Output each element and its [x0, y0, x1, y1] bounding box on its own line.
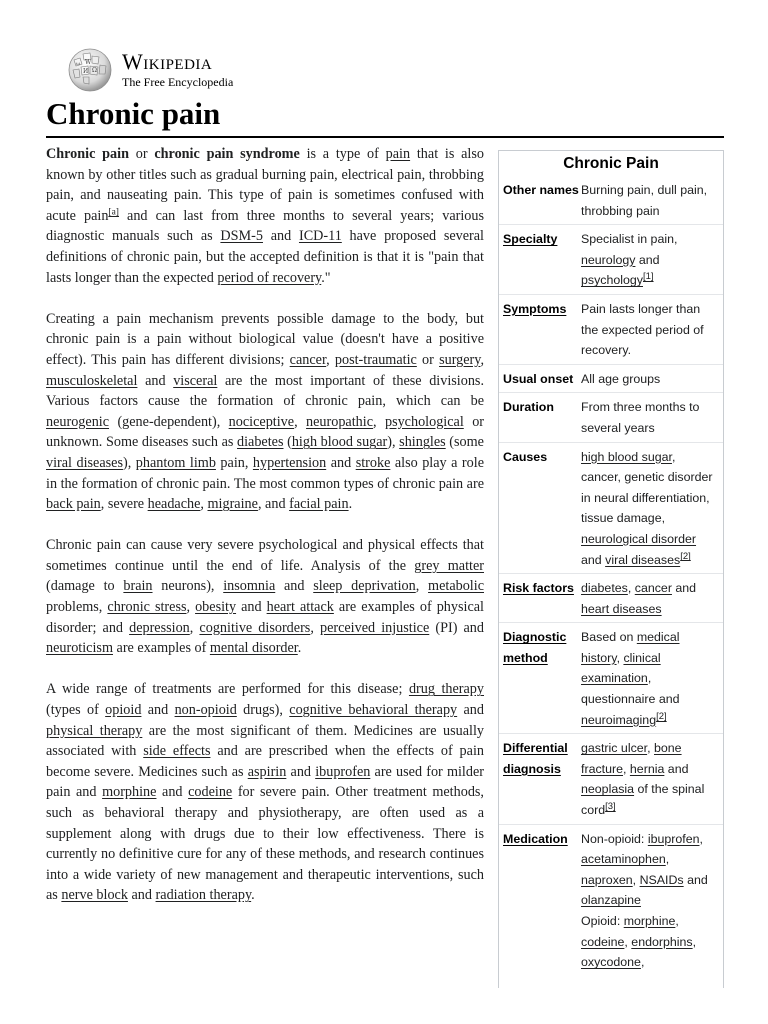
article-paragraph-2: Creating a pain mechanism prevents possible damage to the body, but chronic pain is a pain without biological value (doesn't have a positive effect). This pain has different divisions; cancer, post-traumatic or surgery, musculoskeletal and visceral are the most important of these divisions. Various factors cause the formation of chronic pain, which can be neurogenic (gene-dependent), nociceptive, neuropathic, psychological or unknown. Some diseases such as diabetes (high blood sugar), shingles (some viral diseases), phantom limb pain, hypertension and stroke also play a role in the formation of chronic pain. The most common types of chronic pain are back pain, severe headache, migraine, and facial pain. [46, 310, 485, 513]
infobox-value: From three months to several years [581, 400, 700, 435]
citation-link[interactable]: [2] [680, 550, 691, 562]
infobox-label [499, 229, 581, 291]
link-surgery[interactable]: surgery [439, 351, 481, 368]
link-grey-matter[interactable]: grey matter [414, 557, 484, 574]
infobox-rows [499, 176, 723, 976]
link-neuropathic[interactable]: neuropathic [306, 413, 373, 430]
svg-text:W: W [85, 59, 92, 66]
infobox-label: Causes [503, 449, 548, 464]
link-cancer[interactable]: cancer [634, 581, 672, 596]
link-diagnostic-method[interactable]: Diagnostic method [503, 630, 567, 665]
infobox-row [499, 824, 723, 976]
infobox-row [499, 364, 723, 393]
link-symptoms[interactable]: Symptoms [503, 301, 567, 316]
link-oxycodone[interactable]: oxycodone [581, 955, 641, 970]
link-radiation-therapy[interactable]: radiation therapy [155, 887, 252, 904]
infobox [498, 150, 724, 988]
infobox-value: Pain lasts longer than the expected period of recovery. [581, 301, 704, 358]
link-side-effects[interactable]: side effects [143, 743, 211, 760]
article-body [46, 144, 484, 927]
infobox-row [499, 442, 723, 574]
link-olanzapine[interactable]: olanzapine [581, 893, 641, 908]
infobox-value: diabetes, cancer and heart diseases [581, 581, 697, 616]
link-ibuprofen[interactable]: ibuprofen [647, 831, 700, 846]
citation-link[interactable]: [2] [656, 710, 667, 722]
link-shingles[interactable]: shingles [399, 434, 446, 451]
link-headache[interactable]: headache [147, 496, 201, 513]
link-medication[interactable]: Medication [503, 831, 568, 846]
link-aspirin[interactable]: aspirin [247, 763, 287, 780]
link-neuroimaging[interactable]: neuroimaging [581, 712, 657, 727]
link-physical-therapy[interactable]: physical therapy [46, 722, 143, 739]
link-heart-diseases[interactable]: heart diseases [581, 601, 662, 616]
link-migraine[interactable]: migraine [207, 496, 258, 513]
infobox-value: gastric ulcer, bone fracture, hernia and neoplasia of the spinal cord[3] [581, 741, 705, 818]
wikipedia-wordmark[interactable] [122, 50, 233, 89]
infobox-label [499, 578, 581, 619]
link-high-blood-sugar[interactable]: high blood sugar [581, 449, 672, 464]
wordmark-tagline: The Free Encyclopedia [122, 75, 234, 89]
infobox-title: Chronic Pain [563, 155, 659, 172]
link-facial-pain[interactable]: facial pain [289, 496, 349, 513]
svg-text:ω: ω [76, 61, 81, 67]
link-stroke[interactable]: stroke [355, 454, 391, 471]
infobox-row [499, 733, 723, 823]
bold-term: chronic pain syndrome [154, 146, 300, 162]
infobox-value: Non-opioid: ibuprofen, acetaminophen, naproxen, NSAIDs and olanzapine Opioid: morphine, codeine, endorphins, oxycodone, [581, 831, 708, 970]
link-diabetes[interactable]: diabetes [581, 581, 628, 596]
infobox-row [499, 224, 723, 294]
infobox-value: Specialist in pain, neurology and psychology[1] [581, 232, 678, 288]
link-nerve-block[interactable]: nerve block [61, 887, 128, 904]
infobox-value: Burning pain, dull pain, throbbing pain [581, 183, 708, 218]
link-cancer[interactable]: cancer [289, 351, 327, 368]
link-viral-diseases[interactable]: viral diseases [605, 552, 681, 567]
link-post-traumatic[interactable]: post-traumatic [334, 351, 417, 368]
link-sleep-deprivation[interactable]: sleep deprivation [313, 578, 416, 595]
citation-link[interactable]: [a] [108, 207, 119, 218]
link-neurogenic[interactable]: neurogenic [46, 413, 110, 430]
link-obesity[interactable]: obesity [195, 599, 237, 616]
link-hernia[interactable]: hernia [629, 761, 665, 776]
link-musculoskeletal[interactable]: musculoskeletal [46, 372, 138, 389]
infobox-value: high blood sugar, cancer, genetic disorder in neural differentiation, tissue damage, neurological disorder and viral diseases[2] [581, 449, 713, 567]
link-codeine[interactable]: codeine [581, 934, 625, 949]
infobox-value: All age groups [581, 371, 661, 386]
link-back-pain[interactable]: back pain [46, 496, 101, 513]
link-pain[interactable]: pain [385, 146, 411, 162]
link-medical-history[interactable]: medical history [581, 630, 680, 665]
link-differential-diagnosis[interactable]: Differential diagnosis [503, 741, 568, 776]
link-psychology[interactable]: psychology [581, 273, 643, 288]
link-non-opioid[interactable]: non-opioid [174, 702, 237, 719]
link-ibuprofen[interactable]: ibuprofen [315, 763, 371, 780]
wikipedia-globe-icon[interactable] [64, 46, 116, 94]
infobox-row [499, 176, 723, 224]
infobox-label: Other names [503, 183, 579, 197]
link-morphine[interactable]: morphine [102, 784, 157, 801]
link-high-blood-sugar[interactable]: high blood sugar [291, 434, 388, 451]
infobox-row [499, 573, 723, 622]
link-phantom-limb[interactable]: phantom limb [135, 454, 216, 471]
link-naproxen[interactable]: naproxen [581, 872, 633, 887]
link-bone-fracture[interactable]: bone fracture [581, 741, 682, 776]
link-opioid[interactable]: opioid [105, 702, 142, 719]
link-visceral[interactable]: visceral [173, 372, 218, 389]
infobox-label [499, 829, 581, 973]
infobox-label: Usual onset [503, 371, 574, 386]
svg-text:Ω: Ω [92, 67, 97, 74]
bold-term: Chronic pain [46, 146, 129, 162]
link-viral-diseases[interactable]: viral diseases [46, 454, 123, 471]
svg-text:И: И [83, 68, 89, 75]
article-paragraph-1: Chronic pain or chronic pain syndrome is a type of pain that is also known by other titles such as gradual burning pain, electrical pain, throbbing pain, and nauseating pain. This type of pain is sometimes confused with acute pain[a] and can last from three months to several years; various diagnostic manuals such as DSM-5 and ICD-11 have proposed several definitions of chronic pain, but the accepted definition is that it is "pain that lasts longer than the expected period of recovery." [46, 146, 485, 286]
link-risk-factors[interactable]: Risk factors [503, 581, 574, 596]
link-cognitive-disorders[interactable]: cognitive disorders [199, 619, 311, 636]
link-mental-disorder[interactable]: mental disorder [209, 640, 298, 657]
link-nociceptive[interactable]: nociceptive [228, 413, 295, 430]
wordmark-title: Wikipedia [122, 49, 213, 74]
link-metabolic[interactable]: metabolic [428, 578, 484, 595]
link-icd-11[interactable]: ICD-11 [298, 228, 342, 245]
infobox-value: Based on medical history, clinical examination, questionnaire and neuroimaging[2] [581, 630, 680, 727]
link-neoplasia[interactable]: neoplasia [581, 782, 635, 797]
link-drug-therapy[interactable]: drug therapy [408, 681, 484, 698]
link-endorphins[interactable]: endorphins [631, 934, 693, 949]
link-morphine[interactable]: morphine [623, 914, 676, 928]
infobox-label [499, 299, 581, 361]
link-period-of-recovery[interactable]: period of recovery [217, 269, 322, 286]
link-codeine[interactable]: codeine [188, 784, 233, 801]
title-divider [46, 136, 724, 138]
link-specialty[interactable]: Specialty [503, 232, 558, 247]
link-neuroticism[interactable]: neuroticism [46, 640, 113, 657]
link-acetaminophen[interactable]: acetaminophen [581, 852, 666, 867]
infobox-label [499, 627, 581, 730]
link-clinical-examination[interactable]: clinical examination [581, 650, 661, 686]
link-psychological[interactable]: psychological [384, 413, 464, 430]
link-perceived-injustice[interactable]: perceived injustice [319, 619, 430, 636]
citation-link[interactable]: [3] [605, 800, 616, 812]
link-diabetes[interactable]: diabetes [237, 434, 284, 451]
link-dsm-5[interactable]: DSM-5 [220, 228, 263, 245]
link-depression[interactable]: depression [129, 619, 190, 636]
article-paragraph-4: A wide range of treatments are performed for this disease; drug therapy (types of opioid and non-opioid drugs), cognitive behavioral therapy and physical therapy are the most significant of them. Medicines are usually associated with side effects and are prescribed when the effects of pain become severe. Medicines such as aspirin and ibuprofen are used for milder pain and morphine and codeine for severe pain. Other treatment methods, such as behavioral therapy and physiotherapy, are often used as a supplement along with drugs due to their low effectiveness. There is currently no definitive cure for any of these methods, and research continues into a wide variety of new management and therapeutic interventions, such as nerve block and radiation therapy. [46, 681, 484, 904]
page-title: Chronic pain [46, 96, 221, 131]
infobox-label [499, 738, 581, 820]
link-neurology[interactable]: neurology [581, 252, 636, 267]
infobox-row [499, 392, 723, 441]
infobox-row [499, 294, 723, 364]
link-neurological-disorder[interactable]: neurological disorder [581, 531, 697, 546]
link-chronic-stress[interactable]: chronic stress [107, 599, 187, 616]
link-brain[interactable]: brain [123, 578, 153, 595]
link-heart-attack[interactable]: heart attack [266, 599, 334, 616]
infobox-row [499, 622, 723, 733]
infobox-label: Duration [503, 400, 554, 415]
link-cognitive-behavioral-therapy[interactable]: cognitive behavioral therapy [289, 702, 458, 719]
link-insomnia[interactable]: insomnia [223, 578, 276, 595]
citation-link[interactable]: [1] [643, 271, 654, 283]
link-gastric-ulcer[interactable]: gastric ulcer [581, 741, 648, 756]
article-paragraph-3: Chronic pain can cause very severe psychological and physical effects that sometimes continue until the end of life. Analysis of the grey matter (damage to brain neurons), insomnia and sleep deprivation, metabolic problems, chronic stress, obesity and heart attack are examples of physical disorder; and depression, cognitive disorders, perceived injustice (PI) and neuroticism are examples of mental disorder. [46, 537, 484, 657]
link-nsaids[interactable]: NSAIDs [639, 872, 684, 887]
link-hypertension[interactable]: hypertension [252, 454, 327, 471]
